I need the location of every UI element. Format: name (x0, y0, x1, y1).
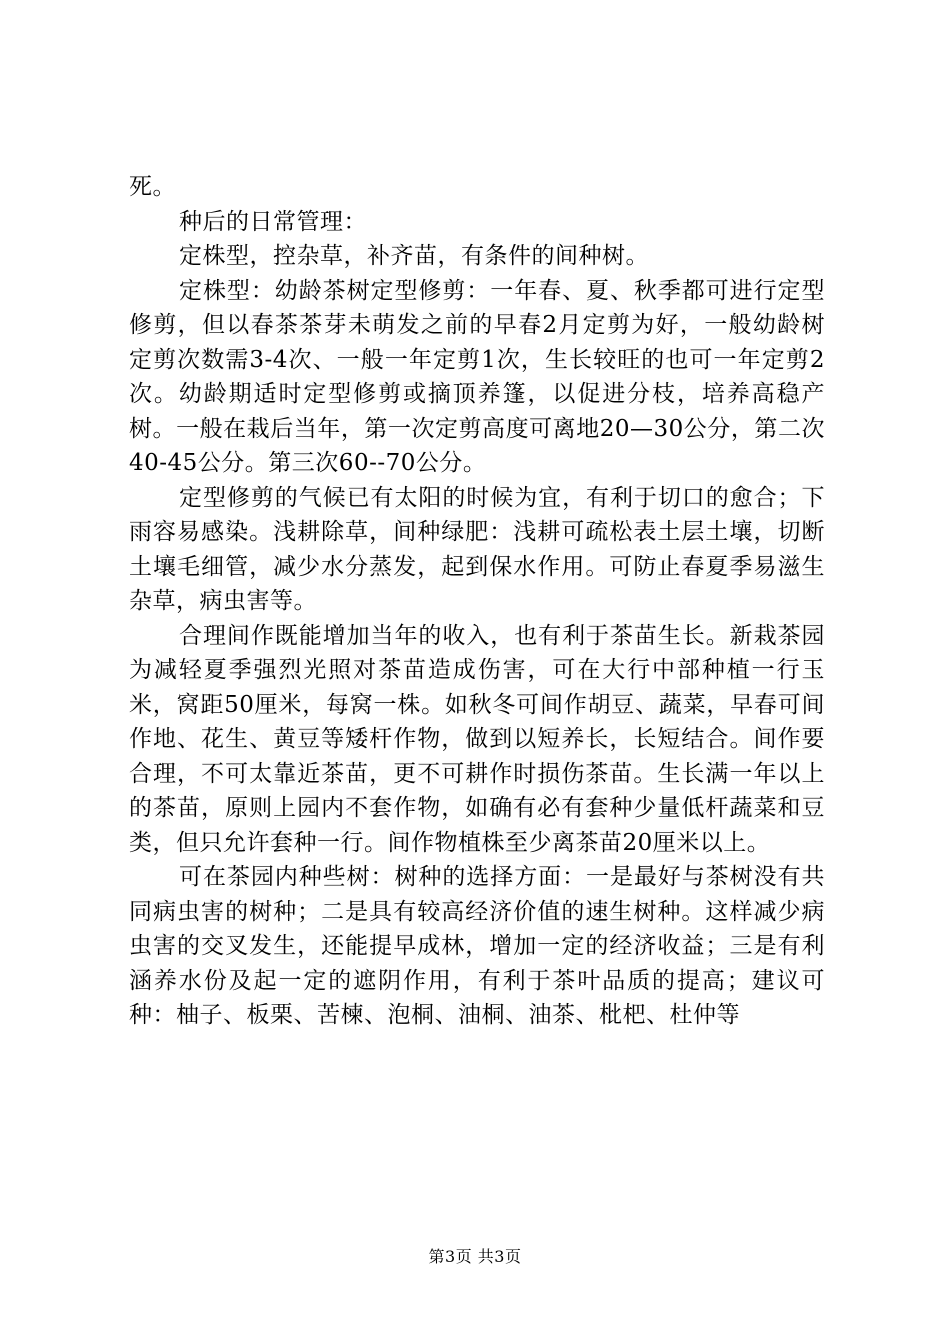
paragraph-intercropping: 合理间作既能增加当年的收入，也有利于茶苗生长。新栽茶园为减轻夏季强烈光照对茶苗造成伤害，可在大行中部种植一行玉米，窝距50厘米，每窝一株。如秋冬可间作胡豆、蔬菜，早春可间作地、花生、黄豆等矮杆作物，做到以短养长，长短结合。间作要合理，不可太靠近茶苗，更不可耕作时损伤茶苗。生长满一年以上的茶苗，原则上园内不套作物，如确有必有套种少量低杆蔬菜和豆类，但只允许套种一行。间作物植株至少离茶苗20厘米以上。 (129, 622, 825, 856)
document-body (129, 170, 825, 1033)
page-footer: 第3页 共3页 (428, 1247, 522, 1266)
paragraph-weeding: 定型修剪的气候已有太阳的时候为宜，有利于切口的愈合；下雨容易感染。浅耕除草，间种绿肥：浅耕可疏松表土层土壤，切断土壤毛细管，减少水分蒸发，起到保水作用。可防止春夏季易滋生杂草，病虫害等。 (129, 484, 825, 614)
paragraph-tree-planting: 可在茶园内种些树：树种的选择方面：一是最好与茶树没有共同病虫害的树种；二是具有较高经济价值的速生树种。这样减少病虫害的交叉发生，还能提早成林，增加一定的经济收益；三是有利涵养水份及起一定的遮阴作用，有利于茶叶品质的提高；建议可种：柚子、板栗、苦楝、泡桐、油桐、油茶、枇杷、杜仲等 (129, 864, 825, 1028)
paragraph-pruning: 定株型：幼龄茶树定型修剪：一年春、夏、秋季都可进行定型修剪，但以春茶茶芽未萌发之前的早春2月定剪为好，一般幼龄树定剪次数需3-4次、一般一年定剪1次，生长较旺的也可一年定剪2次。幼龄期适时定型修剪或摘顶养篷，以促进分枝，培养高稳产树。一般在栽后当年，第一次定剪高度可离地20—30公分，第二次40-45公分。第三次60--70公分。 (129, 277, 825, 476)
paragraph-heading-daily-management: 种后的日常管理： (179, 208, 367, 235)
paragraph-summary: 定株型，控杂草，补齐苗，有条件的间种树。 (179, 243, 649, 269)
paragraph-continuation: 死。 (129, 174, 176, 200)
